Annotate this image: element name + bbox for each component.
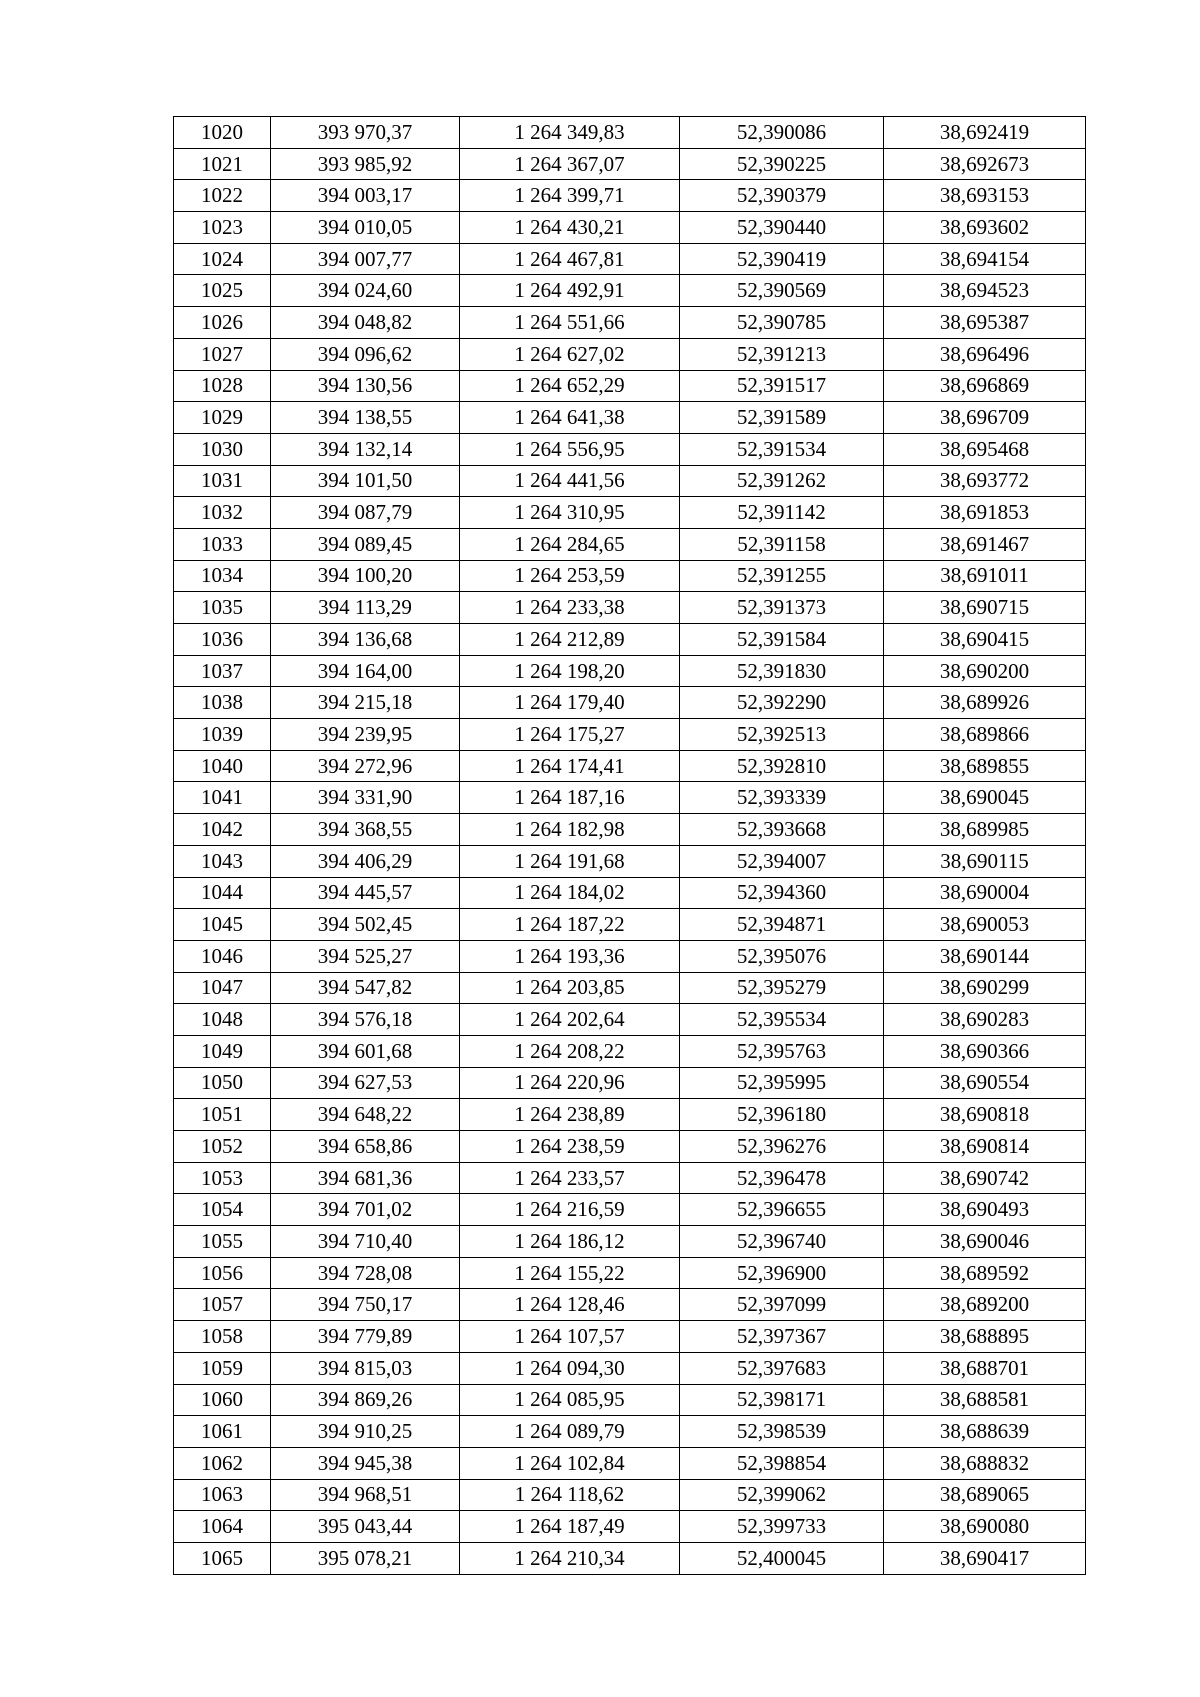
latitude-cell: 52,395534 <box>680 1004 884 1036</box>
longitude-cell: 38,688639 <box>884 1416 1086 1448</box>
point-number-cell: 1034 <box>174 560 271 592</box>
longitude-cell: 38,695468 <box>884 433 1086 465</box>
latitude-cell: 52,390419 <box>680 243 884 275</box>
longitude-cell: 38,690742 <box>884 1162 1086 1194</box>
latitude-cell: 52,396478 <box>680 1162 884 1194</box>
latitude-cell: 52,396655 <box>680 1194 884 1226</box>
table-row <box>174 1131 1086 1163</box>
y-coordinate-cell: 1 264 441,56 <box>460 465 680 497</box>
table-row <box>174 1289 1086 1321</box>
table-row <box>174 592 1086 624</box>
y-coordinate-cell: 1 264 233,57 <box>460 1162 680 1194</box>
point-number-cell: 1042 <box>174 814 271 846</box>
longitude-cell: 38,690818 <box>884 1099 1086 1131</box>
x-coordinate-cell: 393 970,37 <box>271 117 460 149</box>
y-coordinate-cell: 1 264 233,38 <box>460 592 680 624</box>
point-number-cell: 1065 <box>174 1542 271 1574</box>
table-row <box>174 1479 1086 1511</box>
y-coordinate-cell: 1 264 155,22 <box>460 1257 680 1289</box>
latitude-cell: 52,394360 <box>680 877 884 909</box>
point-number-cell: 1025 <box>174 275 271 307</box>
longitude-cell: 38,690493 <box>884 1194 1086 1226</box>
point-number-cell: 1040 <box>174 750 271 782</box>
x-coordinate-cell: 394 576,18 <box>271 1004 460 1036</box>
point-number-cell: 1026 <box>174 307 271 339</box>
coordinates-table-body <box>174 117 1086 1575</box>
longitude-cell: 38,690283 <box>884 1004 1086 1036</box>
y-coordinate-cell: 1 264 118,62 <box>460 1479 680 1511</box>
longitude-cell: 38,691011 <box>884 560 1086 592</box>
latitude-cell: 52,395279 <box>680 972 884 1004</box>
point-number-cell: 1046 <box>174 940 271 972</box>
point-number-cell: 1030 <box>174 433 271 465</box>
latitude-cell: 52,394871 <box>680 909 884 941</box>
y-coordinate-cell: 1 264 349,83 <box>460 117 680 149</box>
latitude-cell: 52,396740 <box>680 1226 884 1258</box>
latitude-cell: 52,390379 <box>680 180 884 212</box>
table-row <box>174 433 1086 465</box>
point-number-cell: 1031 <box>174 465 271 497</box>
table-row <box>174 243 1086 275</box>
point-number-cell: 1051 <box>174 1099 271 1131</box>
y-coordinate-cell: 1 264 102,84 <box>460 1447 680 1479</box>
y-coordinate-cell: 1 264 238,59 <box>460 1131 680 1163</box>
y-coordinate-cell: 1 264 253,59 <box>460 560 680 592</box>
x-coordinate-cell: 394 048,82 <box>271 307 460 339</box>
longitude-cell: 38,690415 <box>884 624 1086 656</box>
latitude-cell: 52,393339 <box>680 782 884 814</box>
x-coordinate-cell: 394 087,79 <box>271 497 460 529</box>
table-row <box>174 940 1086 972</box>
point-number-cell: 1037 <box>174 655 271 687</box>
table-row <box>174 1321 1086 1353</box>
y-coordinate-cell: 1 264 399,71 <box>460 180 680 212</box>
y-coordinate-cell: 1 264 627,02 <box>460 338 680 370</box>
x-coordinate-cell: 395 078,21 <box>271 1542 460 1574</box>
x-coordinate-cell: 394 627,53 <box>271 1067 460 1099</box>
table-row <box>174 307 1086 339</box>
x-coordinate-cell: 394 681,36 <box>271 1162 460 1194</box>
x-coordinate-cell: 394 003,17 <box>271 180 460 212</box>
table-row <box>174 1162 1086 1194</box>
x-coordinate-cell: 394 138,55 <box>271 402 460 434</box>
x-coordinate-cell: 394 968,51 <box>271 1479 460 1511</box>
x-coordinate-cell: 394 502,45 <box>271 909 460 941</box>
longitude-cell: 38,692673 <box>884 148 1086 180</box>
table-row <box>174 1352 1086 1384</box>
point-number-cell: 1023 <box>174 212 271 244</box>
longitude-cell: 38,689855 <box>884 750 1086 782</box>
longitude-cell: 38,690814 <box>884 1131 1086 1163</box>
longitude-cell: 38,689926 <box>884 687 1086 719</box>
y-coordinate-cell: 1 264 184,02 <box>460 877 680 909</box>
point-number-cell: 1024 <box>174 243 271 275</box>
table-row <box>174 528 1086 560</box>
point-number-cell: 1062 <box>174 1447 271 1479</box>
latitude-cell: 52,390569 <box>680 275 884 307</box>
y-coordinate-cell: 1 264 212,89 <box>460 624 680 656</box>
point-number-cell: 1038 <box>174 687 271 719</box>
x-coordinate-cell: 394 525,27 <box>271 940 460 972</box>
table-row <box>174 845 1086 877</box>
latitude-cell: 52,391534 <box>680 433 884 465</box>
latitude-cell: 52,391584 <box>680 624 884 656</box>
x-coordinate-cell: 394 215,18 <box>271 687 460 719</box>
y-coordinate-cell: 1 264 310,95 <box>460 497 680 529</box>
table-row <box>174 750 1086 782</box>
y-coordinate-cell: 1 264 175,27 <box>460 719 680 751</box>
x-coordinate-cell: 394 728,08 <box>271 1257 460 1289</box>
x-coordinate-cell: 394 547,82 <box>271 972 460 1004</box>
x-coordinate-cell: 394 331,90 <box>271 782 460 814</box>
latitude-cell: 52,397099 <box>680 1289 884 1321</box>
y-coordinate-cell: 1 264 641,38 <box>460 402 680 434</box>
table-row <box>174 180 1086 212</box>
x-coordinate-cell: 394 406,29 <box>271 845 460 877</box>
table-row <box>174 972 1086 1004</box>
y-coordinate-cell: 1 264 238,89 <box>460 1099 680 1131</box>
x-coordinate-cell: 394 101,50 <box>271 465 460 497</box>
latitude-cell: 52,391517 <box>680 370 884 402</box>
y-coordinate-cell: 1 264 186,12 <box>460 1226 680 1258</box>
y-coordinate-cell: 1 264 210,34 <box>460 1542 680 1574</box>
latitude-cell: 52,391158 <box>680 528 884 560</box>
y-coordinate-cell: 1 264 179,40 <box>460 687 680 719</box>
longitude-cell: 38,696709 <box>884 402 1086 434</box>
y-coordinate-cell: 1 264 191,68 <box>460 845 680 877</box>
point-number-cell: 1059 <box>174 1352 271 1384</box>
y-coordinate-cell: 1 264 094,30 <box>460 1352 680 1384</box>
x-coordinate-cell: 394 010,05 <box>271 212 460 244</box>
table-row <box>174 1099 1086 1131</box>
point-number-cell: 1052 <box>174 1131 271 1163</box>
longitude-cell: 38,688581 <box>884 1384 1086 1416</box>
longitude-cell: 38,691467 <box>884 528 1086 560</box>
table-row <box>174 148 1086 180</box>
x-coordinate-cell: 394 100,20 <box>271 560 460 592</box>
y-coordinate-cell: 1 264 089,79 <box>460 1416 680 1448</box>
point-number-cell: 1029 <box>174 402 271 434</box>
y-coordinate-cell: 1 264 187,16 <box>460 782 680 814</box>
point-number-cell: 1032 <box>174 497 271 529</box>
longitude-cell: 38,688701 <box>884 1352 1086 1384</box>
latitude-cell: 52,395076 <box>680 940 884 972</box>
longitude-cell: 38,689592 <box>884 1257 1086 1289</box>
table-row <box>174 497 1086 529</box>
point-number-cell: 1043 <box>174 845 271 877</box>
table-row <box>174 370 1086 402</box>
y-coordinate-cell: 1 264 367,07 <box>460 148 680 180</box>
table-row <box>174 814 1086 846</box>
point-number-cell: 1054 <box>174 1194 271 1226</box>
coordinates-table <box>173 116 1086 1575</box>
table-row <box>174 687 1086 719</box>
point-number-cell: 1027 <box>174 338 271 370</box>
x-coordinate-cell: 394 164,00 <box>271 655 460 687</box>
latitude-cell: 52,391262 <box>680 465 884 497</box>
longitude-cell: 38,689200 <box>884 1289 1086 1321</box>
table-row <box>174 1542 1086 1574</box>
table-row <box>174 909 1086 941</box>
x-coordinate-cell: 394 096,62 <box>271 338 460 370</box>
point-number-cell: 1044 <box>174 877 271 909</box>
table-row <box>174 877 1086 909</box>
longitude-cell: 38,690046 <box>884 1226 1086 1258</box>
point-number-cell: 1020 <box>174 117 271 149</box>
point-number-cell: 1058 <box>174 1321 271 1353</box>
x-coordinate-cell: 394 910,25 <box>271 1416 460 1448</box>
latitude-cell: 52,390225 <box>680 148 884 180</box>
longitude-cell: 38,690715 <box>884 592 1086 624</box>
table-row <box>174 1035 1086 1067</box>
point-number-cell: 1028 <box>174 370 271 402</box>
x-coordinate-cell: 394 089,45 <box>271 528 460 560</box>
latitude-cell: 52,395995 <box>680 1067 884 1099</box>
x-coordinate-cell: 394 869,26 <box>271 1384 460 1416</box>
y-coordinate-cell: 1 264 174,41 <box>460 750 680 782</box>
latitude-cell: 52,399062 <box>680 1479 884 1511</box>
y-coordinate-cell: 1 264 467,81 <box>460 243 680 275</box>
latitude-cell: 52,396276 <box>680 1131 884 1163</box>
longitude-cell: 38,690200 <box>884 655 1086 687</box>
x-coordinate-cell: 394 007,77 <box>271 243 460 275</box>
latitude-cell: 52,392810 <box>680 750 884 782</box>
point-number-cell: 1036 <box>174 624 271 656</box>
longitude-cell: 38,695387 <box>884 307 1086 339</box>
latitude-cell: 52,399733 <box>680 1511 884 1543</box>
point-number-cell: 1022 <box>174 180 271 212</box>
table-row <box>174 402 1086 434</box>
x-coordinate-cell: 394 701,02 <box>271 1194 460 1226</box>
y-coordinate-cell: 1 264 202,64 <box>460 1004 680 1036</box>
longitude-cell: 38,691853 <box>884 497 1086 529</box>
y-coordinate-cell: 1 264 107,57 <box>460 1321 680 1353</box>
table-row <box>174 1447 1086 1479</box>
table-row <box>174 212 1086 244</box>
x-coordinate-cell: 394 648,22 <box>271 1099 460 1131</box>
longitude-cell: 38,693602 <box>884 212 1086 244</box>
y-coordinate-cell: 1 264 128,46 <box>460 1289 680 1321</box>
point-number-cell: 1050 <box>174 1067 271 1099</box>
latitude-cell: 52,390785 <box>680 307 884 339</box>
point-number-cell: 1060 <box>174 1384 271 1416</box>
y-coordinate-cell: 1 264 284,65 <box>460 528 680 560</box>
x-coordinate-cell: 394 272,96 <box>271 750 460 782</box>
table-row <box>174 275 1086 307</box>
point-number-cell: 1049 <box>174 1035 271 1067</box>
longitude-cell: 38,694523 <box>884 275 1086 307</box>
y-coordinate-cell: 1 264 551,66 <box>460 307 680 339</box>
x-coordinate-cell: 394 024,60 <box>271 275 460 307</box>
latitude-cell: 52,396180 <box>680 1099 884 1131</box>
y-coordinate-cell: 1 264 208,22 <box>460 1035 680 1067</box>
x-coordinate-cell: 394 136,68 <box>271 624 460 656</box>
y-coordinate-cell: 1 264 220,96 <box>460 1067 680 1099</box>
point-number-cell: 1056 <box>174 1257 271 1289</box>
longitude-cell: 38,690004 <box>884 877 1086 909</box>
x-coordinate-cell: 394 750,17 <box>271 1289 460 1321</box>
y-coordinate-cell: 1 264 203,85 <box>460 972 680 1004</box>
latitude-cell: 52,391255 <box>680 560 884 592</box>
latitude-cell: 52,398171 <box>680 1384 884 1416</box>
latitude-cell: 52,395763 <box>680 1035 884 1067</box>
y-coordinate-cell: 1 264 216,59 <box>460 1194 680 1226</box>
longitude-cell: 38,693153 <box>884 180 1086 212</box>
table-row <box>174 465 1086 497</box>
table-row <box>174 338 1086 370</box>
y-coordinate-cell: 1 264 430,21 <box>460 212 680 244</box>
latitude-cell: 52,397683 <box>680 1352 884 1384</box>
y-coordinate-cell: 1 264 187,22 <box>460 909 680 941</box>
x-coordinate-cell: 394 658,86 <box>271 1131 460 1163</box>
y-coordinate-cell: 1 264 193,36 <box>460 940 680 972</box>
longitude-cell: 38,690045 <box>884 782 1086 814</box>
longitude-cell: 38,690115 <box>884 845 1086 877</box>
x-coordinate-cell: 394 710,40 <box>271 1226 460 1258</box>
table-row <box>174 1226 1086 1258</box>
latitude-cell: 52,394007 <box>680 845 884 877</box>
latitude-cell: 52,390086 <box>680 117 884 149</box>
latitude-cell: 52,390440 <box>680 212 884 244</box>
y-coordinate-cell: 1 264 187,49 <box>460 1511 680 1543</box>
point-number-cell: 1055 <box>174 1226 271 1258</box>
longitude-cell: 38,690417 <box>884 1542 1086 1574</box>
point-number-cell: 1047 <box>174 972 271 1004</box>
longitude-cell: 38,696496 <box>884 338 1086 370</box>
latitude-cell: 52,391830 <box>680 655 884 687</box>
x-coordinate-cell: 395 043,44 <box>271 1511 460 1543</box>
table-row <box>174 719 1086 751</box>
point-number-cell: 1057 <box>174 1289 271 1321</box>
table-row <box>174 782 1086 814</box>
point-number-cell: 1064 <box>174 1511 271 1543</box>
x-coordinate-cell: 394 815,03 <box>271 1352 460 1384</box>
longitude-cell: 38,696869 <box>884 370 1086 402</box>
latitude-cell: 52,393668 <box>680 814 884 846</box>
table-row <box>174 1004 1086 1036</box>
point-number-cell: 1021 <box>174 148 271 180</box>
x-coordinate-cell: 394 113,29 <box>271 592 460 624</box>
longitude-cell: 38,689065 <box>884 1479 1086 1511</box>
point-number-cell: 1063 <box>174 1479 271 1511</box>
x-coordinate-cell: 394 130,56 <box>271 370 460 402</box>
point-number-cell: 1035 <box>174 592 271 624</box>
y-coordinate-cell: 1 264 492,91 <box>460 275 680 307</box>
x-coordinate-cell: 394 445,57 <box>271 877 460 909</box>
table-row <box>174 1384 1086 1416</box>
latitude-cell: 52,391142 <box>680 497 884 529</box>
latitude-cell: 52,391213 <box>680 338 884 370</box>
longitude-cell: 38,689866 <box>884 719 1086 751</box>
y-coordinate-cell: 1 264 652,29 <box>460 370 680 402</box>
y-coordinate-cell: 1 264 198,20 <box>460 655 680 687</box>
x-coordinate-cell: 394 945,38 <box>271 1447 460 1479</box>
x-coordinate-cell: 394 132,14 <box>271 433 460 465</box>
latitude-cell: 52,391589 <box>680 402 884 434</box>
point-number-cell: 1033 <box>174 528 271 560</box>
table-row <box>174 1511 1086 1543</box>
point-number-cell: 1053 <box>174 1162 271 1194</box>
x-coordinate-cell: 394 779,89 <box>271 1321 460 1353</box>
longitude-cell: 38,693772 <box>884 465 1086 497</box>
table-row <box>174 1257 1086 1289</box>
longitude-cell: 38,692419 <box>884 117 1086 149</box>
longitude-cell: 38,688832 <box>884 1447 1086 1479</box>
latitude-cell: 52,392513 <box>680 719 884 751</box>
longitude-cell: 38,694154 <box>884 243 1086 275</box>
point-number-cell: 1045 <box>174 909 271 941</box>
longitude-cell: 38,688895 <box>884 1321 1086 1353</box>
table-row <box>174 1067 1086 1099</box>
x-coordinate-cell: 394 239,95 <box>271 719 460 751</box>
longitude-cell: 38,690366 <box>884 1035 1086 1067</box>
longitude-cell: 38,690144 <box>884 940 1086 972</box>
table-row <box>174 1416 1086 1448</box>
point-number-cell: 1048 <box>174 1004 271 1036</box>
x-coordinate-cell: 394 601,68 <box>271 1035 460 1067</box>
y-coordinate-cell: 1 264 085,95 <box>460 1384 680 1416</box>
x-coordinate-cell: 394 368,55 <box>271 814 460 846</box>
table-row <box>174 624 1086 656</box>
y-coordinate-cell: 1 264 182,98 <box>460 814 680 846</box>
point-number-cell: 1061 <box>174 1416 271 1448</box>
latitude-cell: 52,392290 <box>680 687 884 719</box>
table-row <box>174 1194 1086 1226</box>
longitude-cell: 38,690299 <box>884 972 1086 1004</box>
point-number-cell: 1039 <box>174 719 271 751</box>
y-coordinate-cell: 1 264 556,95 <box>460 433 680 465</box>
longitude-cell: 38,690080 <box>884 1511 1086 1543</box>
latitude-cell: 52,398854 <box>680 1447 884 1479</box>
longitude-cell: 38,690053 <box>884 909 1086 941</box>
latitude-cell: 52,397367 <box>680 1321 884 1353</box>
table-row <box>174 560 1086 592</box>
longitude-cell: 38,690554 <box>884 1067 1086 1099</box>
table-row <box>174 655 1086 687</box>
latitude-cell: 52,391373 <box>680 592 884 624</box>
x-coordinate-cell: 393 985,92 <box>271 148 460 180</box>
table-row <box>174 117 1086 149</box>
point-number-cell: 1041 <box>174 782 271 814</box>
latitude-cell: 52,396900 <box>680 1257 884 1289</box>
latitude-cell: 52,398539 <box>680 1416 884 1448</box>
longitude-cell: 38,689985 <box>884 814 1086 846</box>
latitude-cell: 52,400045 <box>680 1542 884 1574</box>
